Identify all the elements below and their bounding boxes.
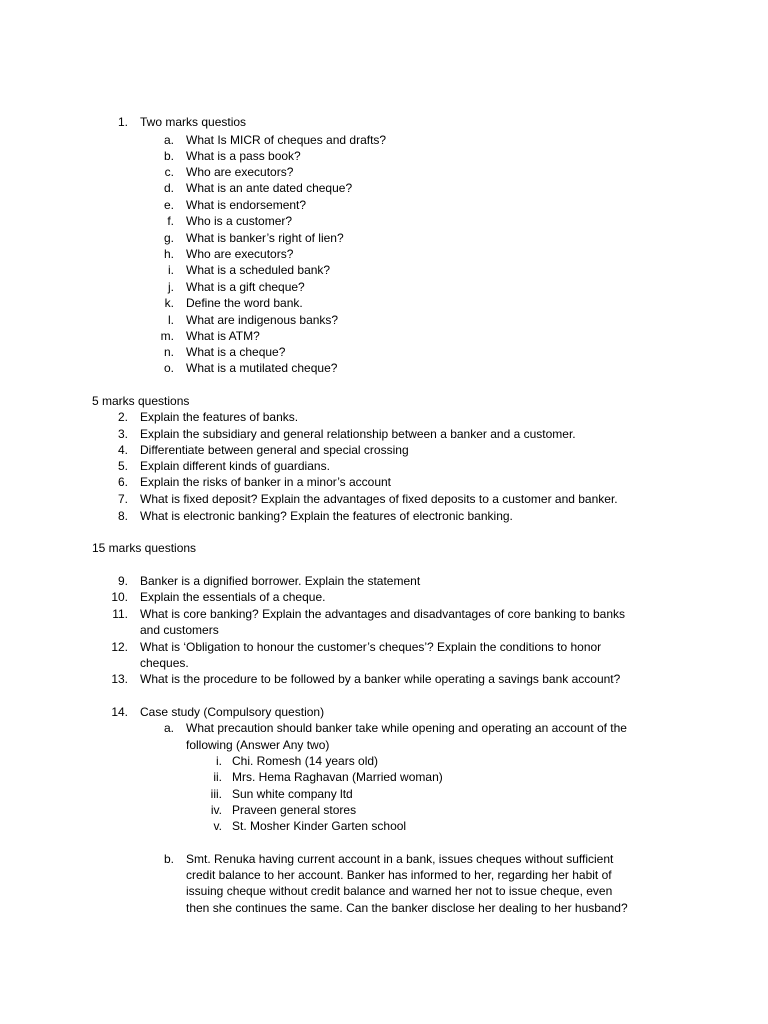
document-page: 1. Two marks questios a. What Is MICR of cheques and drafts? b. What is a pass book? c. Who are executors? d. What is an ante dated cheque? e. What is endorsement? f. Who is a customer? g. What is banker’s right of lien? h. Who are executors? i. What is a scheduled bank? j. What is a gift cheque? k. Define the word bank. l. What are indigenous banks? m. What is ATM? n. What is a cheque? o. What is a mutilated cheque? 5 marks questions 2. Explain the features of banks. 3. Explain the subsidiary and general relationship between a banker and a customer. 4. Differentiate between general and special crossing 5. Explain different kinds of guardians. 6. Explain the risks of banker in a minor’s account 7. What is fixed deposit? Explain the advantages of fixed deposits to a customer and banker. 8. What is electronic banking? Explain the features of electronic banking. 15 marks questions 9. Banker is a dignified borrower. Explain the statement 10. Explain the essentials of a cheque. 11. What is core banking? Explain the advantages and disadvantages of core banking to banks and customers 12. What is ‘Obligation to honour the customer’s cheques’? Explain the conditions to honor cheques. 13. What is the procedure to be followed by a banker while operating a savings bank account? 14. Case study (Compulsory question) a. What precaution should banker take while opening and operating an account of the following (Answer Any two) i. Chi. Romesh (14 years old) ii. Mrs. Hema Raghavan (Married woman) iii. Sun white company ltd iv. Praveen general stores v. St. Mosher Kinder Garten school b. Smt. Renuka having current account in a bank, issues cheques without sufficient credit balance to her account. Banker has informed to her, regarding her habit of issuing cheque without credit balance and warned her not to issue cheque, even then she continues the same. Can the banker disclose her dealing to her husband? [92,115,628,915]
section-heading: 5 marks questions [92,394,190,408]
section-heading: 15 marks questions [92,541,197,555]
list-number: 1. [117,115,128,129]
section-title: Two marks questios [140,115,247,129]
